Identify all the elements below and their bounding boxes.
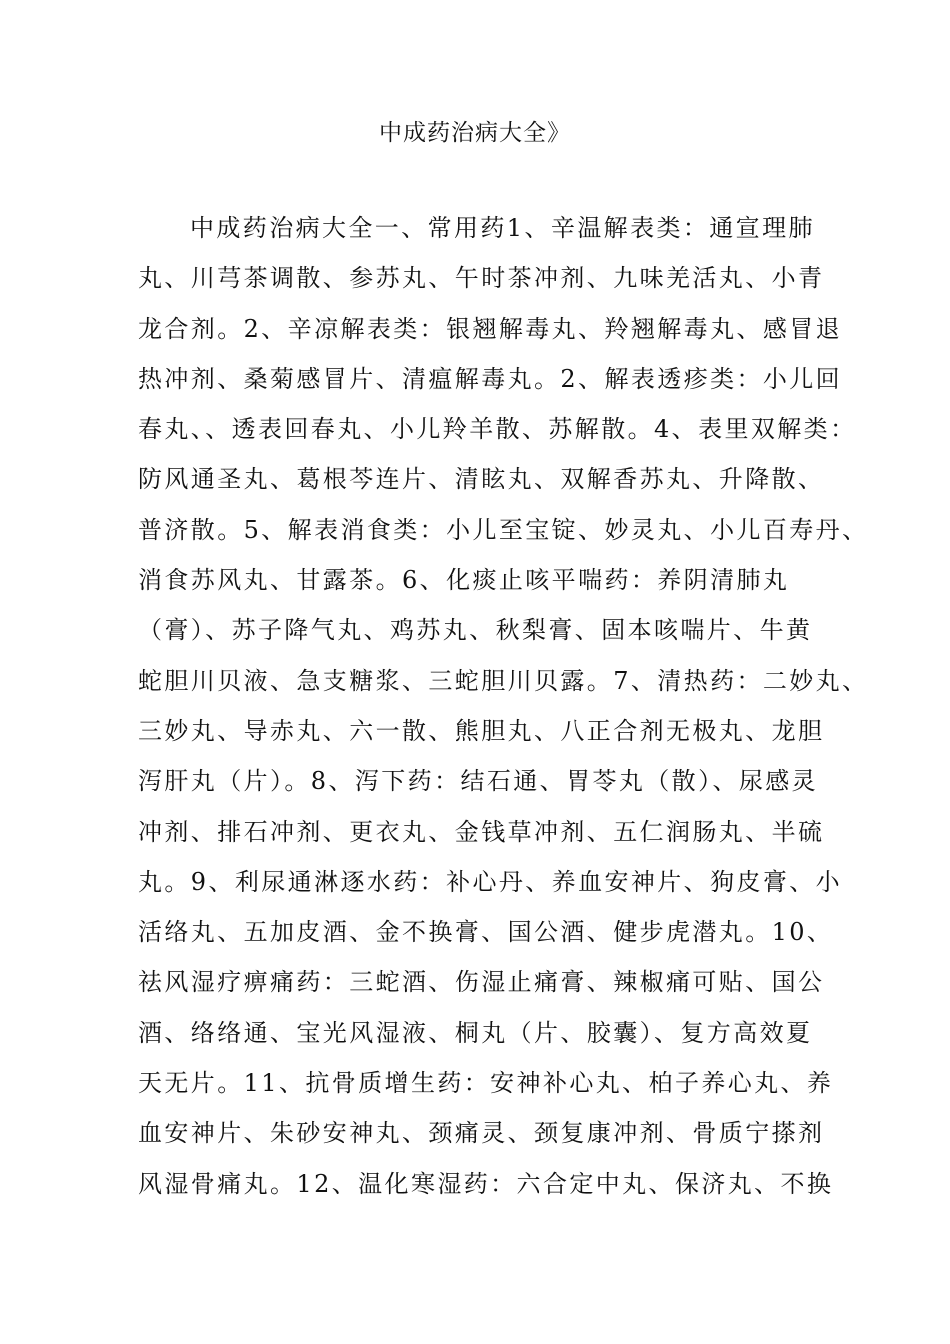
body-line: 防风通圣丸、葛根芩连片、清眩丸、双解香苏丸、升降散、 <box>138 465 825 494</box>
body-line: 三妙丸、导赤丸、六一散、熊胆丸、八正合剂无极丸、龙胆 <box>138 716 825 745</box>
body-line: 消食苏风丸、甘露茶。6、化痰止咳平喘药：养阴清肺丸 <box>138 566 790 595</box>
body-line: 活络丸、五加皮酒、金不换膏、国公酒、健步虎潜丸。10、 <box>138 918 834 947</box>
body-line: 祛风湿疗痹痛药：三蛇酒、伤湿止痛膏、辣椒痛可贴、国公 <box>138 968 825 997</box>
body-line: 风湿骨痛丸。12、温化寒湿药：六合定中丸、保济丸、不换 <box>138 1169 834 1198</box>
body-line: 丸、川芎茶调散、参苏丸、午时茶冲剂、九味羌活丸、小青 <box>138 264 825 293</box>
body-line: （膏）、苏子降气丸、鸡苏丸、秋梨膏、固本咳喘片、牛黄 <box>138 616 813 645</box>
body-line: 泻肝丸（片）。8、泻下药：结石通、胃苓丸（散）、尿感灵 <box>138 767 819 796</box>
body-line: 血安神片、朱砂安神丸、颈痛灵、颈复康冲剂、骨质宁搽剂 <box>138 1119 825 1148</box>
document-body <box>138 208 869 1214</box>
body-line: 丸。9、利尿通淋逐水药：补心丹、养血安神片、狗皮膏、小 <box>138 867 843 896</box>
body-line: 热冲剂、桑菊感冒片、清瘟解毒丸。2、解表透疹类：小儿回 <box>138 364 843 393</box>
body-line: 普济散。5、解表消食类：小儿至宝锭、妙灵丸、小儿百寿丹、 <box>138 515 869 544</box>
body-line: 天无片。11、抗骨质增生药：安神补心丸、柏子养心丸、养 <box>138 1069 834 1098</box>
document-title: 中成药治病大全》 <box>379 120 571 146</box>
body-line: 蛇胆川贝液、急支糖浆、三蛇胆川贝露。7、清热药：二妙丸、 <box>138 666 869 695</box>
body-line: 春丸、、透表回春丸、小儿羚羊散、苏解散。4、表里双解类： <box>138 415 857 444</box>
body-line: 冲剂、排石冲剂、更衣丸、金钱草冲剂、五仁润肠丸、半硫 <box>138 817 825 846</box>
body-line: 龙合剂。2、辛凉解表类：银翘解毒丸、羚翘解毒丸、感冒退 <box>138 314 843 343</box>
body-line: 中成药治病大全一、常用药1、辛温解表类：通宣理肺 <box>190 214 815 242</box>
body-line: 酒、络络通、宝光风湿液、桐丸（片、胶囊）、复方高效夏 <box>138 1018 813 1047</box>
